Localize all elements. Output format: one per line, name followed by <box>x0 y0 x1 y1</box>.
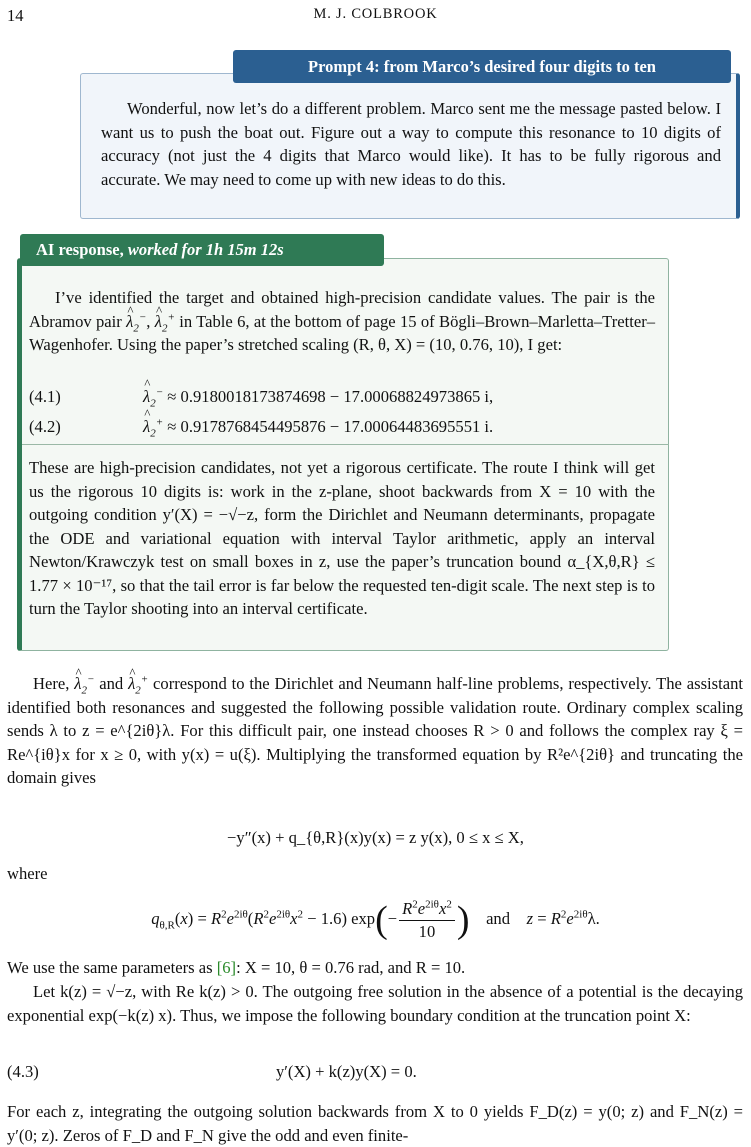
equation-4-3: (4.3) y′(X) + k(z)y(X) = 0. <box>7 1062 417 1081</box>
where-label: where <box>7 864 48 883</box>
prompt-title: Prompt 4: from Marco’s desired four digits to ten <box>233 50 731 83</box>
page-number: 14 <box>7 6 24 25</box>
ai-paragraph-2: These are high-precision candidates, not yet a rigorous certificate. The route I think will get us the rigorous 10 digits is: work in the z-plane, shoot backwards from X = 10 with the outgoing condition y′(X) = −√−z, form the Dirichlet and Neumann determinants, propagate the ODE and variational equation with interval Taylor arithmetic, apply an interval Newton/Krawczyk test on small boxes in z, use the paper’s truncation bound α_{X,θ,R} ≤ 1.77 × 10⁻¹⁷, so that the tail error is far below the requested ten-digit scale. The next step is to turn the Taylor shooting into an interval certificate. <box>29 458 655 618</box>
body-paragraph-1: Here, ^ $\lambda_2^-$ and ^ $\lambda_2^+$ correspond to the Dirichlet and Neumann half-line problems, respectively. The assistant identified both resonances and suggested the following possible validation route. Ordinary complex scaling sends λ to z = e^{2iθ}λ. For this difficult pair, one instead chooses R > 0 and follows the complex ray ξ = Re^{iθ}x for x ≥ 0, with y(x) = u(ξ). Multiplying the transformed equation by R²e^{2iθ} and truncating the domain gives <box>7 672 743 790</box>
prompt-box <box>80 73 740 219</box>
page-header <box>0 6 751 26</box>
citation-link[interactable]: [6] <box>216 958 237 977</box>
prompt-text: Wonderful, now let’s do a different problem. Marco sent me the message pasted below. I want us to push the boat out. Figure out a way to compute this resonance to 10 digits of accuracy (not just the 4 digits that Marco would like). It has to be fully rigorous and accurate. We may need to come up with new ideas to do this. <box>101 99 721 189</box>
equation-ode: −y″(x) + q_{θ,R}(x)y(x) = z y(x), 0 ≤ x ≤ X, <box>227 828 524 847</box>
body-paragraph-3: Let k(z) = √−z, with Re k(z) > 0. The outgoing free solution in the absence of a potential is the decaying exponential exp(−k(z) x). Thus, we impose the following boundary condition at the truncation point X: <box>7 982 743 1025</box>
equation-4-1: (4.1) ^ $\lambda_2^- \approx 0.9180018173874698 - 17.00068824973865$ i, <box>29 387 655 411</box>
ai-response-box <box>17 258 669 651</box>
body-paragraph-2: We use the same parameters as [6]: X = 10, θ = 0.76 rad, and R = 10. <box>7 958 466 977</box>
body-paragraph-4: For each z, integrating the outgoing solution backwards from X to 0 yields F_D(z) = y(0; z) and F_N(z) = y′(0; z). Zeros of F_D and F_N give the odd and even finite- <box>7 1102 743 1145</box>
equation-potential: $q_{\theta,R}(x) = R^2e^{2i\theta}(R^2e^{2i\theta}x^2 - 1.6)$ exp(− $\frac{R^2e^{2i\theta}x^2}{10}$ ) and $z = R^2e^{2i\theta}\lambda$. <box>151 898 600 942</box>
ai-response-title: AI response, worked for 1h 15m 12s <box>20 234 384 266</box>
running-head: M. J. COLBROOK <box>313 6 438 22</box>
equation-4-2: (4.2) ^ $\lambda_2^+ \approx 0.9178768454495876 - 17.00064483695551$ i. <box>29 417 655 441</box>
ai-paragraph-1: I’ve identified the target and obtained high-precision candidate values. The pair is the Abramov pair ^ $\lambda_2^-$, ^ $\lambda_2^+$ in Table 6, at the bottom of page 15 of Bögli–Brown–Marletta–Tretter–Wagenhofer. Using the paper’s stretched scaling (R, θ, X) = (10, 0.76, 10), I get: <box>29 286 655 357</box>
divider <box>22 444 669 445</box>
